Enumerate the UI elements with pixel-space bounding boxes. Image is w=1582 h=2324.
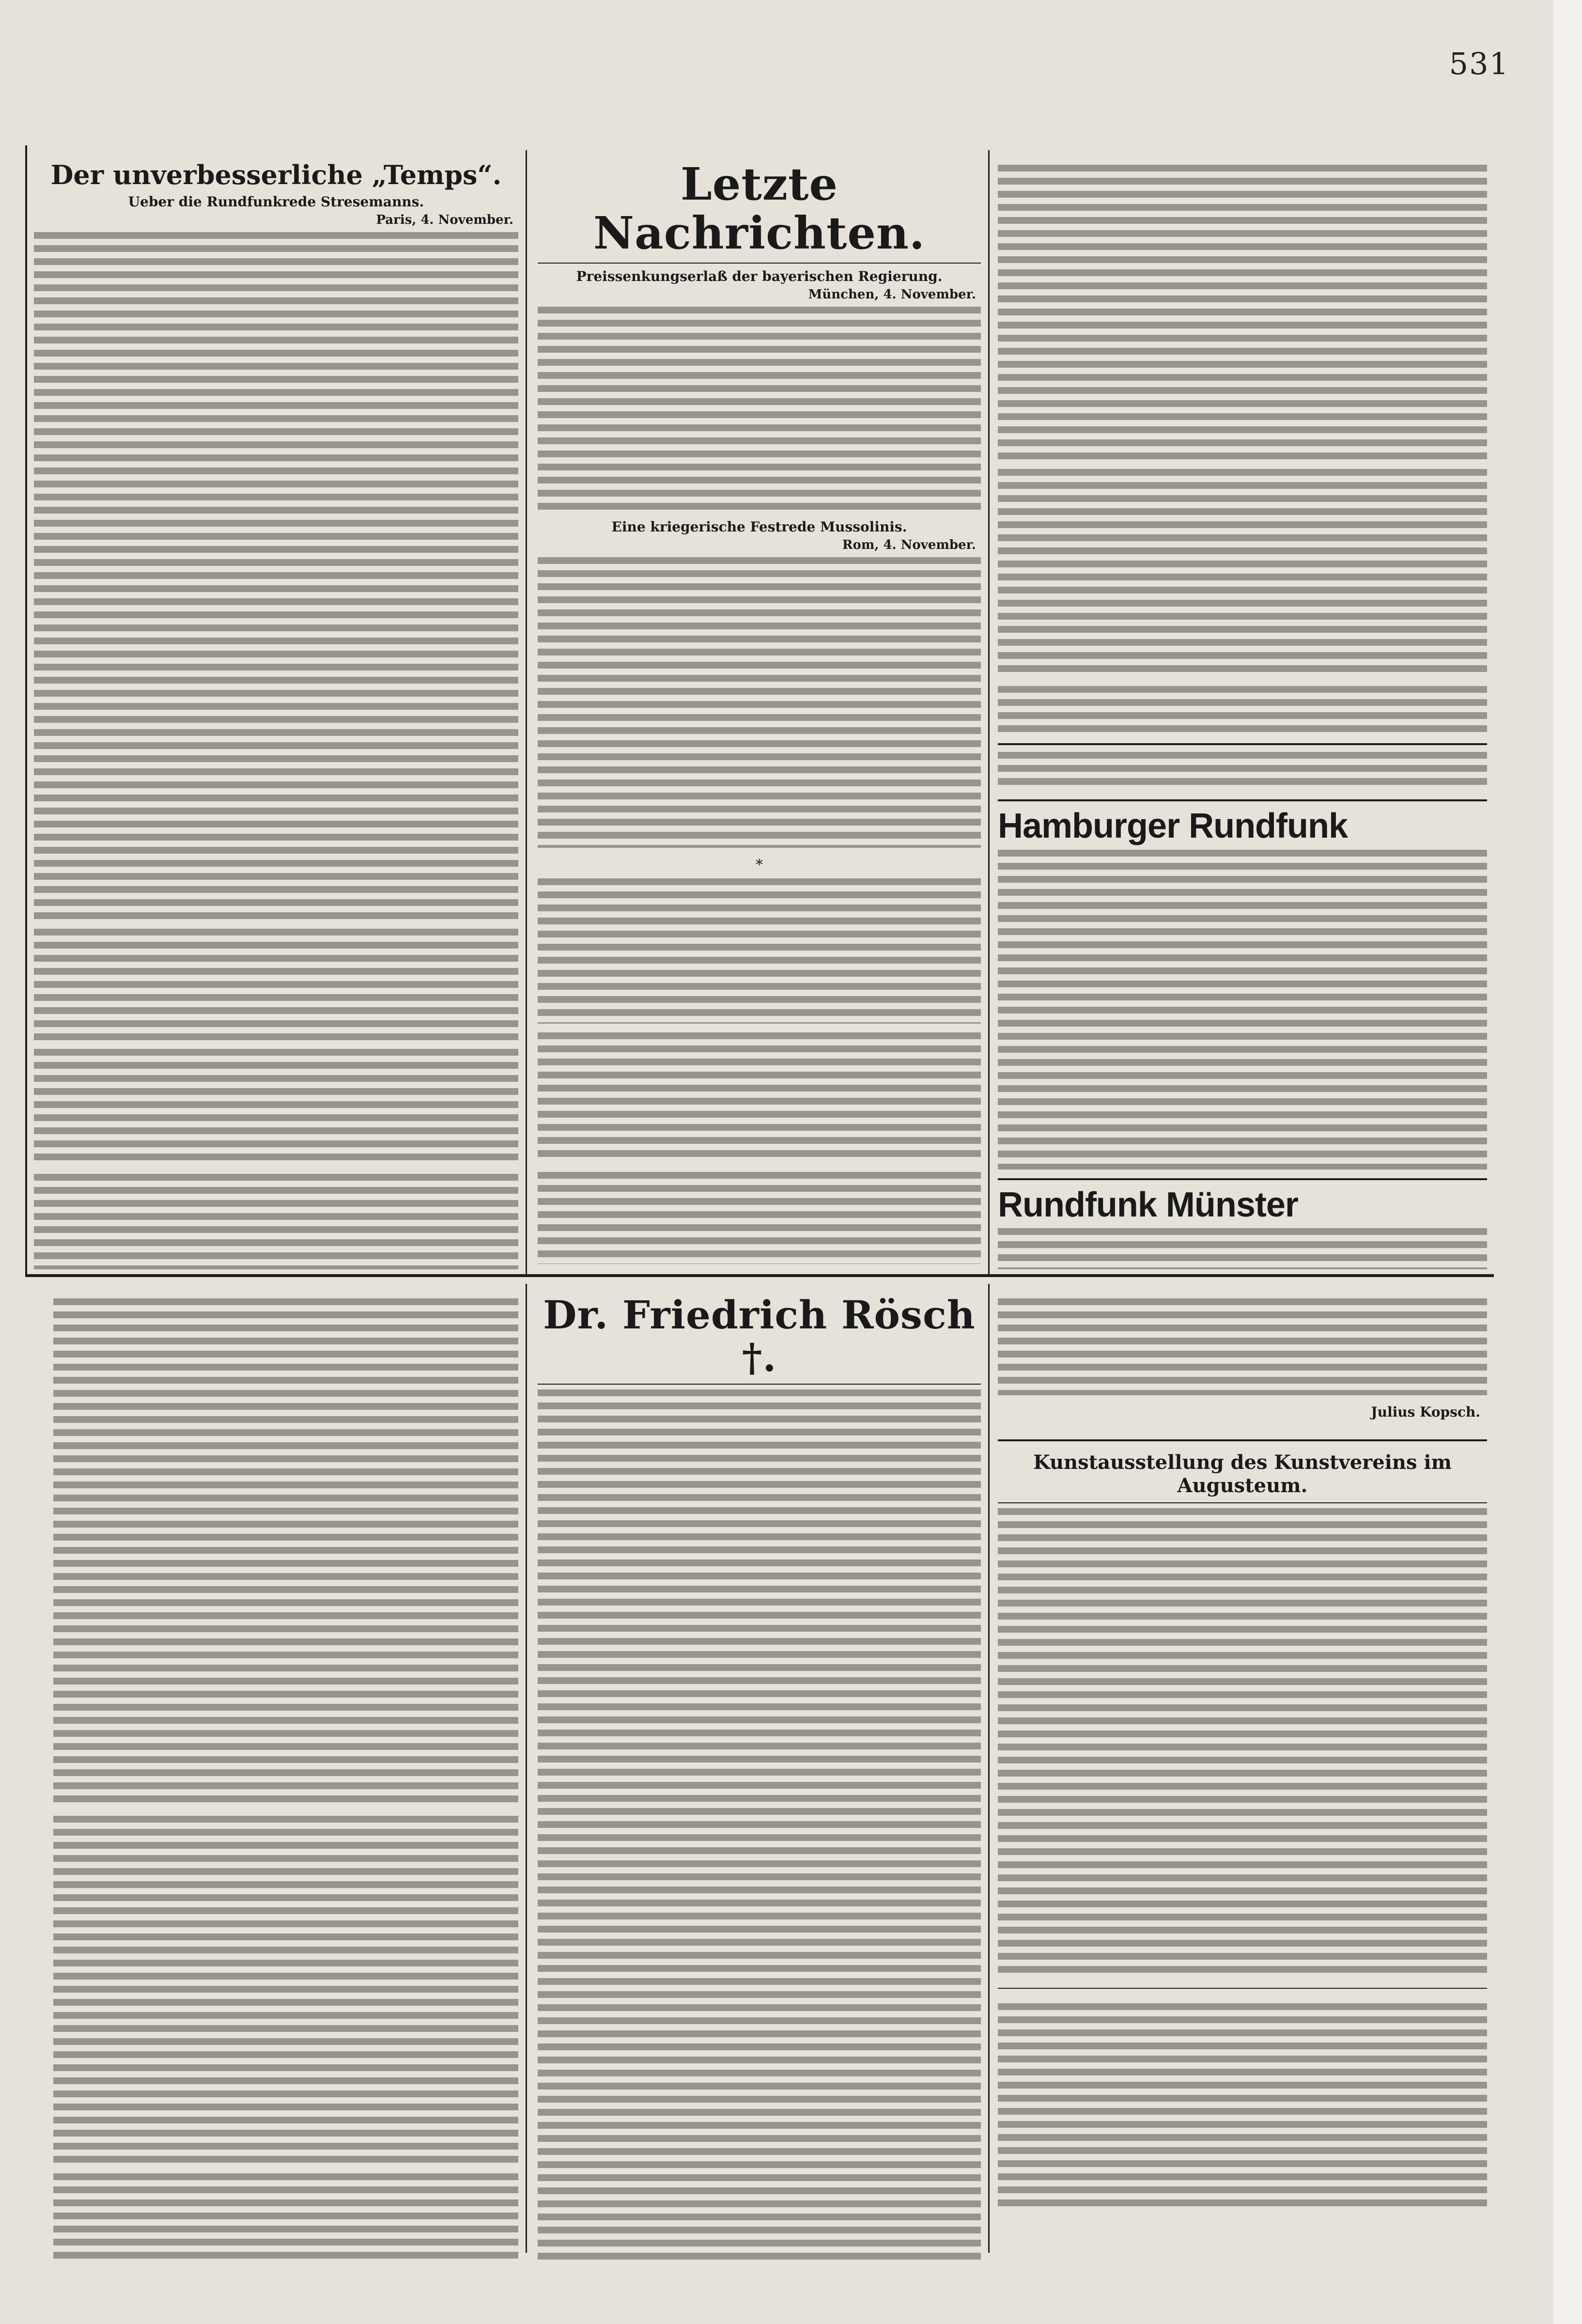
item-headline: Eine kriegerische Festrede Mussolinis. — [611, 519, 907, 535]
article-text — [53, 2173, 518, 2261]
item-text — [538, 878, 981, 1024]
top-right-column — [998, 160, 1487, 1269]
divider — [998, 1439, 1487, 1441]
divider — [998, 1988, 1487, 1989]
bottom-middle-column — [538, 1294, 981, 2262]
article-text — [998, 165, 1487, 460]
item-headline: Preissenkungserlaß der bayerischen Regierung. — [576, 268, 943, 285]
article-text — [34, 1174, 518, 1269]
radio-listing-text — [998, 1228, 1487, 1269]
article-subheadline: Ueber die Rundfunkrede Stresemanns. — [128, 194, 424, 210]
article-text — [53, 1298, 518, 1807]
item-dateline: Rom, 4. November. — [842, 538, 976, 553]
obituary-continuation-text — [998, 1298, 1487, 1395]
item-text — [538, 1032, 981, 1163]
top-middle-column — [538, 160, 981, 1269]
article-text — [998, 469, 1487, 677]
divider — [538, 1384, 981, 1385]
item-text — [538, 557, 981, 848]
article-text — [998, 1508, 1487, 1973]
section-headline: Letzte Nachrichten. — [593, 160, 925, 260]
imprint-text — [998, 752, 1487, 791]
item-dateline: München, 4. November. — [808, 287, 976, 302]
divider — [998, 1178, 1487, 1180]
item-text — [538, 307, 981, 510]
radio-listing-title: Hamburger Rundfunk — [998, 807, 1348, 845]
article-text — [34, 929, 518, 1040]
top-left-column — [34, 160, 518, 1269]
top-section-bottom-rule — [25, 1274, 1494, 1277]
divider — [998, 1502, 1487, 1503]
column-divider-4 — [988, 1284, 990, 2253]
column-divider-1 — [526, 150, 527, 1274]
article-text — [34, 232, 518, 920]
article-text — [53, 1816, 518, 2165]
radio-listing-text — [998, 850, 1487, 1170]
radio-listing-title: Rundfunk Münster — [998, 1185, 1298, 1224]
page-number: 531 — [1449, 46, 1509, 81]
article-text — [998, 686, 1487, 734]
column-divider-2 — [988, 150, 990, 1274]
column-divider-3 — [526, 1284, 527, 2253]
obituary-headline: Dr. Friedrich Rösch †. — [543, 1294, 976, 1380]
article-text — [998, 2003, 1487, 2207]
author-signature: Julius Kopsch. — [1371, 1404, 1480, 1420]
article-headline: Kunstausstellung des Kunstvereins im Augusteum. — [1033, 1451, 1452, 1497]
obituary-text — [538, 1389, 981, 2262]
divider — [998, 743, 1487, 745]
article-dateline: Paris, 4. November. — [376, 213, 513, 228]
article-headline: Der unverbesserliche „Temps“. — [50, 160, 502, 190]
top-section-left-border — [25, 145, 27, 1274]
page-margin — [1553, 0, 1582, 2324]
bottom-right-column — [998, 1294, 1487, 2262]
bottom-left-column — [53, 1294, 518, 2262]
item-text — [538, 1172, 981, 1264]
divider — [538, 263, 981, 264]
article-text — [34, 1049, 518, 1165]
separator-star: * — [756, 857, 763, 874]
divider — [998, 799, 1487, 801]
